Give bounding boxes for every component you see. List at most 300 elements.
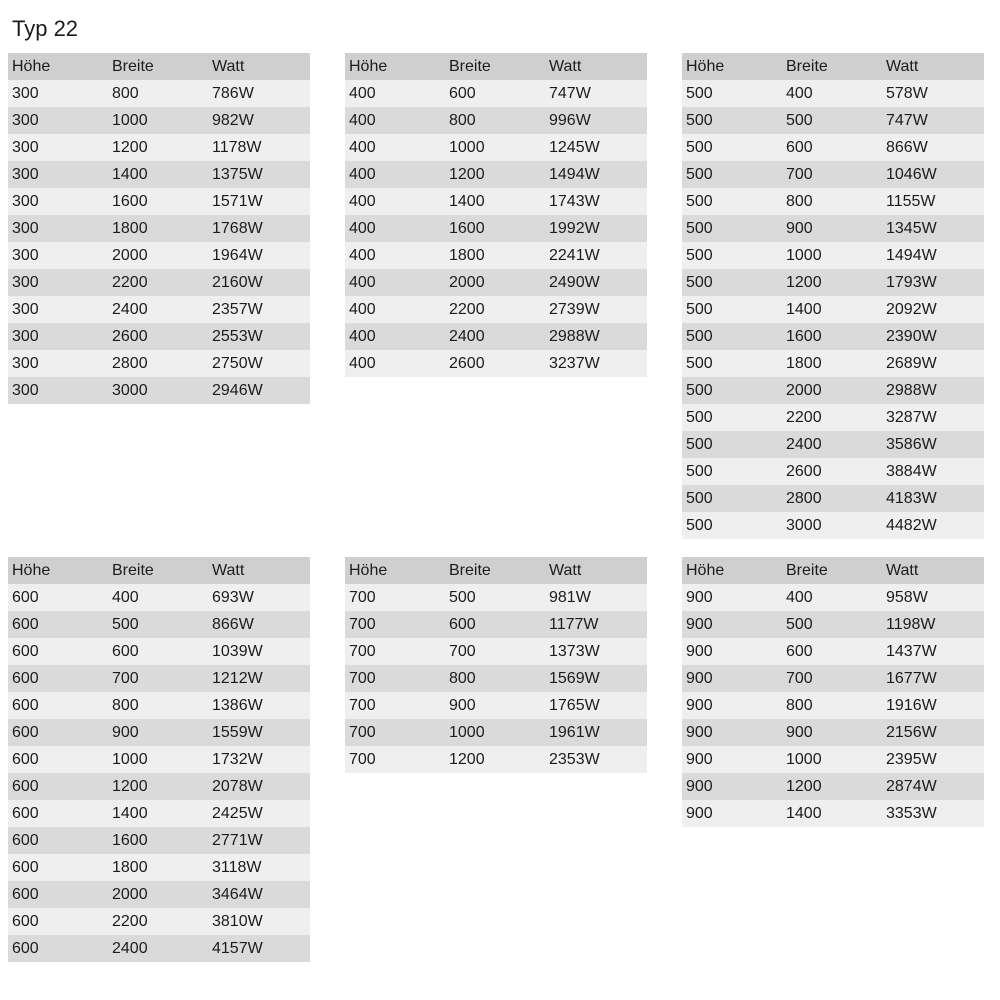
cell-breite: 2000: [112, 246, 148, 264]
header-breite: Breite: [112, 57, 154, 75]
cell-breite: 1400: [786, 804, 822, 822]
table-row: [8, 161, 310, 188]
cell-breite: 2400: [786, 435, 822, 453]
cell-hoehe: 900: [686, 669, 713, 687]
cell-breite: 2000: [786, 381, 822, 399]
cell-hoehe: 500: [686, 246, 713, 264]
table-row: [8, 773, 310, 800]
table-row: [682, 611, 984, 638]
table-row: [682, 107, 984, 134]
table-header-row: [682, 557, 984, 584]
table-row: [682, 458, 984, 485]
cell-breite: 2800: [786, 489, 822, 507]
cell-watt: 1793W: [886, 273, 937, 291]
table-row: [345, 350, 647, 377]
table-header-row: [8, 557, 310, 584]
cell-watt: 3237W: [549, 354, 600, 372]
cell-watt: 1743W: [549, 192, 600, 210]
cell-hoehe: 300: [12, 84, 39, 102]
cell-watt: 578W: [886, 84, 928, 102]
cell-watt: 1345W: [886, 219, 937, 237]
header-hoehe: Höhe: [686, 561, 725, 579]
header-watt: Watt: [549, 57, 582, 75]
cell-breite: 1000: [112, 750, 148, 768]
cell-hoehe: 300: [12, 192, 39, 210]
cell-hoehe: 500: [686, 84, 713, 102]
cell-hoehe: 300: [12, 300, 39, 318]
cell-watt: 1569W: [549, 669, 600, 687]
cell-breite: 2600: [112, 327, 148, 345]
cell-breite: 2600: [786, 462, 822, 480]
table-row: [8, 269, 310, 296]
cell-breite: 600: [449, 615, 476, 633]
cell-breite: 800: [786, 696, 813, 714]
cell-breite: 400: [786, 84, 813, 102]
cell-watt: 2160W: [212, 273, 263, 291]
table-row: [8, 935, 310, 962]
table-row: [345, 611, 647, 638]
table-row: [8, 80, 310, 107]
cell-breite: 600: [112, 642, 139, 660]
cell-watt: 2078W: [212, 777, 263, 795]
cell-breite: 600: [786, 138, 813, 156]
cell-hoehe: 400: [349, 138, 376, 156]
table-h700: [345, 557, 647, 773]
header-breite: Breite: [786, 57, 828, 75]
cell-hoehe: 600: [12, 777, 39, 795]
header-breite: Breite: [449, 57, 491, 75]
table-row: [345, 692, 647, 719]
cell-watt: 1677W: [886, 669, 937, 687]
table-row: [682, 80, 984, 107]
table-row: [345, 584, 647, 611]
cell-watt: 1916W: [886, 696, 937, 714]
cell-hoehe: 500: [686, 462, 713, 480]
cell-hoehe: 300: [12, 165, 39, 183]
cell-watt: 1992W: [549, 219, 600, 237]
cell-breite: 1400: [449, 192, 485, 210]
cell-watt: 2988W: [886, 381, 937, 399]
cell-watt: 4482W: [886, 516, 937, 534]
cell-breite: 1400: [112, 804, 148, 822]
cell-hoehe: 400: [349, 165, 376, 183]
table-row: [8, 107, 310, 134]
cell-breite: 2400: [112, 300, 148, 318]
header-hoehe: Höhe: [12, 561, 51, 579]
cell-breite: 1000: [112, 111, 148, 129]
table-row: [8, 800, 310, 827]
table-header-row: [345, 53, 647, 80]
table-row: [345, 323, 647, 350]
cell-watt: 4183W: [886, 489, 937, 507]
cell-watt: 1768W: [212, 219, 263, 237]
cell-hoehe: 500: [686, 138, 713, 156]
cell-watt: 1245W: [549, 138, 600, 156]
cell-hoehe: 600: [12, 588, 39, 606]
cell-hoehe: 500: [686, 300, 713, 318]
cell-watt: 996W: [549, 111, 591, 129]
header-hoehe: Höhe: [12, 57, 51, 75]
cell-hoehe: 400: [349, 300, 376, 318]
cell-watt: 981W: [549, 588, 591, 606]
cell-hoehe: 400: [349, 84, 376, 102]
cell-hoehe: 600: [12, 858, 39, 876]
cell-breite: 1800: [449, 246, 485, 264]
cell-hoehe: 500: [686, 192, 713, 210]
cell-watt: 2353W: [549, 750, 600, 768]
cell-hoehe: 600: [12, 696, 39, 714]
cell-breite: 400: [112, 588, 139, 606]
cell-hoehe: 500: [686, 354, 713, 372]
cell-hoehe: 500: [686, 516, 713, 534]
cell-hoehe: 700: [349, 723, 376, 741]
header-watt: Watt: [549, 561, 582, 579]
cell-hoehe: 700: [349, 750, 376, 768]
header-watt: Watt: [212, 561, 245, 579]
cell-breite: 800: [786, 192, 813, 210]
cell-breite: 2400: [449, 327, 485, 345]
table-row: [8, 665, 310, 692]
table-row: [682, 377, 984, 404]
cell-hoehe: 300: [12, 219, 39, 237]
cell-breite: 2000: [449, 273, 485, 291]
header-watt: Watt: [886, 57, 919, 75]
table-row: [8, 215, 310, 242]
cell-hoehe: 500: [686, 219, 713, 237]
cell-breite: 2200: [786, 408, 822, 426]
cell-breite: 800: [449, 111, 476, 129]
table-row: [8, 584, 310, 611]
cell-hoehe: 600: [12, 912, 39, 930]
cell-hoehe: 900: [686, 750, 713, 768]
table-row: [8, 638, 310, 665]
table-row: [682, 269, 984, 296]
cell-hoehe: 400: [349, 219, 376, 237]
table-row: [682, 323, 984, 350]
cell-hoehe: 400: [349, 192, 376, 210]
table-row: [682, 584, 984, 611]
table-row: [682, 512, 984, 539]
cell-watt: 693W: [212, 588, 254, 606]
header-hoehe: Höhe: [349, 57, 388, 75]
table-row: [8, 350, 310, 377]
cell-watt: 3884W: [886, 462, 937, 480]
cell-breite: 700: [786, 669, 813, 687]
cell-watt: 1571W: [212, 192, 263, 210]
cell-hoehe: 500: [686, 408, 713, 426]
table-row: [682, 746, 984, 773]
cell-breite: 2200: [112, 273, 148, 291]
table-row: [345, 134, 647, 161]
cell-hoehe: 700: [349, 642, 376, 660]
cell-watt: 747W: [886, 111, 928, 129]
cell-watt: 866W: [212, 615, 254, 633]
table-row: [345, 161, 647, 188]
table-row: [8, 908, 310, 935]
table-h900: [682, 557, 984, 827]
cell-hoehe: 900: [686, 723, 713, 741]
cell-breite: 1000: [786, 246, 822, 264]
cell-hoehe: 600: [12, 615, 39, 633]
cell-watt: 2689W: [886, 354, 937, 372]
cell-watt: 3586W: [886, 435, 937, 453]
cell-watt: 1559W: [212, 723, 263, 741]
table-row: [682, 134, 984, 161]
cell-hoehe: 600: [12, 831, 39, 849]
cell-hoehe: 300: [12, 246, 39, 264]
cell-breite: 1600: [449, 219, 485, 237]
table-row: [682, 431, 984, 458]
cell-hoehe: 400: [349, 246, 376, 264]
cell-watt: 1178W: [212, 138, 262, 156]
cell-breite: 500: [786, 111, 813, 129]
header-hoehe: Höhe: [349, 561, 388, 579]
cell-breite: 500: [449, 588, 476, 606]
cell-breite: 1200: [786, 273, 822, 291]
cell-breite: 800: [449, 669, 476, 687]
cell-hoehe: 500: [686, 165, 713, 183]
cell-watt: 3118W: [212, 858, 262, 876]
cell-watt: 1155W: [886, 192, 936, 210]
cell-watt: 3464W: [212, 885, 263, 903]
table-row: [345, 296, 647, 323]
cell-breite: 900: [786, 219, 813, 237]
table-row: [8, 692, 310, 719]
cell-hoehe: 900: [686, 615, 713, 633]
cell-watt: 3810W: [212, 912, 263, 930]
cell-watt: 2553W: [212, 327, 263, 345]
table-h300: [8, 53, 310, 404]
table-row: [8, 134, 310, 161]
table-row: [345, 188, 647, 215]
cell-breite: 900: [786, 723, 813, 741]
cell-breite: 1600: [112, 192, 148, 210]
cell-breite: 900: [112, 723, 139, 741]
cell-breite: 1200: [786, 777, 822, 795]
cell-breite: 2200: [449, 300, 485, 318]
cell-breite: 1200: [112, 138, 148, 156]
table-row: [682, 404, 984, 431]
cell-watt: 2425W: [212, 804, 263, 822]
table-row: [682, 665, 984, 692]
header-breite: Breite: [112, 561, 154, 579]
header-watt: Watt: [212, 57, 245, 75]
cell-watt: 2092W: [886, 300, 937, 318]
table-row: [345, 665, 647, 692]
cell-breite: 1200: [112, 777, 148, 795]
cell-hoehe: 900: [686, 588, 713, 606]
table-row: [8, 242, 310, 269]
cell-breite: 1800: [786, 354, 822, 372]
cell-hoehe: 900: [686, 642, 713, 660]
cell-breite: 400: [786, 588, 813, 606]
cell-watt: 1732W: [212, 750, 263, 768]
cell-breite: 700: [449, 642, 476, 660]
cell-watt: 1494W: [886, 246, 937, 264]
cell-breite: 1000: [449, 723, 485, 741]
table-row: [682, 296, 984, 323]
cell-watt: 1198W: [886, 615, 936, 633]
page-title: Typ 22: [12, 16, 79, 41]
cell-hoehe: 900: [686, 804, 713, 822]
cell-watt: 2771W: [212, 831, 263, 849]
cell-breite: 1000: [449, 138, 485, 156]
table-row: [682, 242, 984, 269]
cell-watt: 2988W: [549, 327, 600, 345]
cell-breite: 1600: [112, 831, 148, 849]
table-row: [682, 161, 984, 188]
cell-breite: 500: [112, 615, 139, 633]
table-row: [682, 773, 984, 800]
cell-watt: 1437W: [886, 642, 937, 660]
cell-hoehe: 700: [349, 669, 376, 687]
cell-watt: 2874W: [886, 777, 937, 795]
cell-watt: 3353W: [886, 804, 937, 822]
table-row: [8, 719, 310, 746]
cell-breite: 2200: [112, 912, 148, 930]
cell-breite: 3000: [786, 516, 822, 534]
cell-watt: 2750W: [212, 354, 263, 372]
table-row: [345, 269, 647, 296]
cell-hoehe: 300: [12, 327, 39, 345]
cell-hoehe: 900: [686, 777, 713, 795]
cell-breite: 1800: [112, 219, 148, 237]
table-row: [345, 80, 647, 107]
cell-hoehe: 700: [349, 588, 376, 606]
table-row: [8, 881, 310, 908]
cell-hoehe: 600: [12, 804, 39, 822]
cell-hoehe: 500: [686, 111, 713, 129]
table-row: [8, 377, 310, 404]
cell-watt: 1375W: [212, 165, 263, 183]
cell-breite: 1200: [449, 750, 485, 768]
table-row: [8, 296, 310, 323]
table-row: [682, 485, 984, 512]
cell-breite: 900: [449, 696, 476, 714]
table-row: [345, 107, 647, 134]
table-row: [345, 638, 647, 665]
table-row: [345, 242, 647, 269]
table-row: [8, 746, 310, 773]
cell-breite: 600: [449, 84, 476, 102]
cell-hoehe: 600: [12, 885, 39, 903]
table-row: [345, 746, 647, 773]
header-watt: Watt: [886, 561, 919, 579]
header-breite: Breite: [786, 561, 828, 579]
cell-watt: 2390W: [886, 327, 937, 345]
cell-hoehe: 400: [349, 111, 376, 129]
cell-hoehe: 300: [12, 354, 39, 372]
cell-breite: 2000: [112, 885, 148, 903]
cell-watt: 982W: [212, 111, 254, 129]
cell-watt: 2739W: [549, 300, 600, 318]
cell-watt: 2395W: [886, 750, 937, 768]
table-row: [345, 215, 647, 242]
cell-hoehe: 600: [12, 642, 39, 660]
cell-hoehe: 600: [12, 939, 39, 957]
table-h500: [682, 53, 984, 539]
table-row: [8, 827, 310, 854]
cell-watt: 1373W: [549, 642, 600, 660]
cell-hoehe: 500: [686, 381, 713, 399]
table-row: [682, 719, 984, 746]
cell-breite: 1600: [786, 327, 822, 345]
cell-hoehe: 300: [12, 273, 39, 291]
cell-hoehe: 600: [12, 750, 39, 768]
cell-hoehe: 600: [12, 723, 39, 741]
cell-watt: 1964W: [212, 246, 263, 264]
cell-hoehe: 500: [686, 327, 713, 345]
table-row: [8, 188, 310, 215]
cell-hoehe: 500: [686, 489, 713, 507]
table-row: [682, 350, 984, 377]
table-row: [8, 611, 310, 638]
cell-hoehe: 300: [12, 138, 39, 156]
cell-watt: 2241W: [549, 246, 600, 264]
table-header-row: [682, 53, 984, 80]
cell-watt: 866W: [886, 138, 928, 156]
cell-breite: 600: [786, 642, 813, 660]
cell-hoehe: 400: [349, 273, 376, 291]
cell-hoehe: 700: [349, 615, 376, 633]
cell-hoehe: 500: [686, 435, 713, 453]
cell-hoehe: 300: [12, 381, 39, 399]
table-row: [345, 719, 647, 746]
cell-watt: 4157W: [212, 939, 263, 957]
cell-breite: 1200: [449, 165, 485, 183]
cell-watt: 2490W: [549, 273, 600, 291]
header-breite: Breite: [449, 561, 491, 579]
cell-breite: 2800: [112, 354, 148, 372]
cell-breite: 700: [112, 669, 139, 687]
table-row: [682, 692, 984, 719]
cell-hoehe: 300: [12, 111, 39, 129]
cell-watt: 2156W: [886, 723, 937, 741]
cell-watt: 1046W: [886, 165, 937, 183]
cell-hoehe: 900: [686, 696, 713, 714]
cell-breite: 3000: [112, 381, 148, 399]
cell-watt: 1386W: [212, 696, 263, 714]
cell-watt: 747W: [549, 84, 591, 102]
cell-watt: 1212W: [212, 669, 263, 687]
cell-breite: 2600: [449, 354, 485, 372]
cell-hoehe: 700: [349, 696, 376, 714]
table-row: [8, 854, 310, 881]
cell-breite: 800: [112, 84, 139, 102]
table-header-row: [345, 557, 647, 584]
cell-watt: 786W: [212, 84, 254, 102]
cell-breite: 700: [786, 165, 813, 183]
cell-breite: 500: [786, 615, 813, 633]
table-row: [8, 323, 310, 350]
cell-watt: 3287W: [886, 408, 937, 426]
cell-watt: 1039W: [212, 642, 263, 660]
table-row: [682, 638, 984, 665]
cell-watt: 2946W: [212, 381, 263, 399]
cell-watt: 1494W: [549, 165, 600, 183]
table-h600: [8, 557, 310, 962]
cell-hoehe: 400: [349, 327, 376, 345]
cell-watt: 1961W: [549, 723, 600, 741]
cell-breite: 1800: [112, 858, 148, 876]
cell-breite: 800: [112, 696, 139, 714]
cell-breite: 1000: [786, 750, 822, 768]
table-row: [682, 215, 984, 242]
table-h400: [345, 53, 647, 377]
cell-breite: 2400: [112, 939, 148, 957]
cell-hoehe: 400: [349, 354, 376, 372]
table-row: [682, 188, 984, 215]
